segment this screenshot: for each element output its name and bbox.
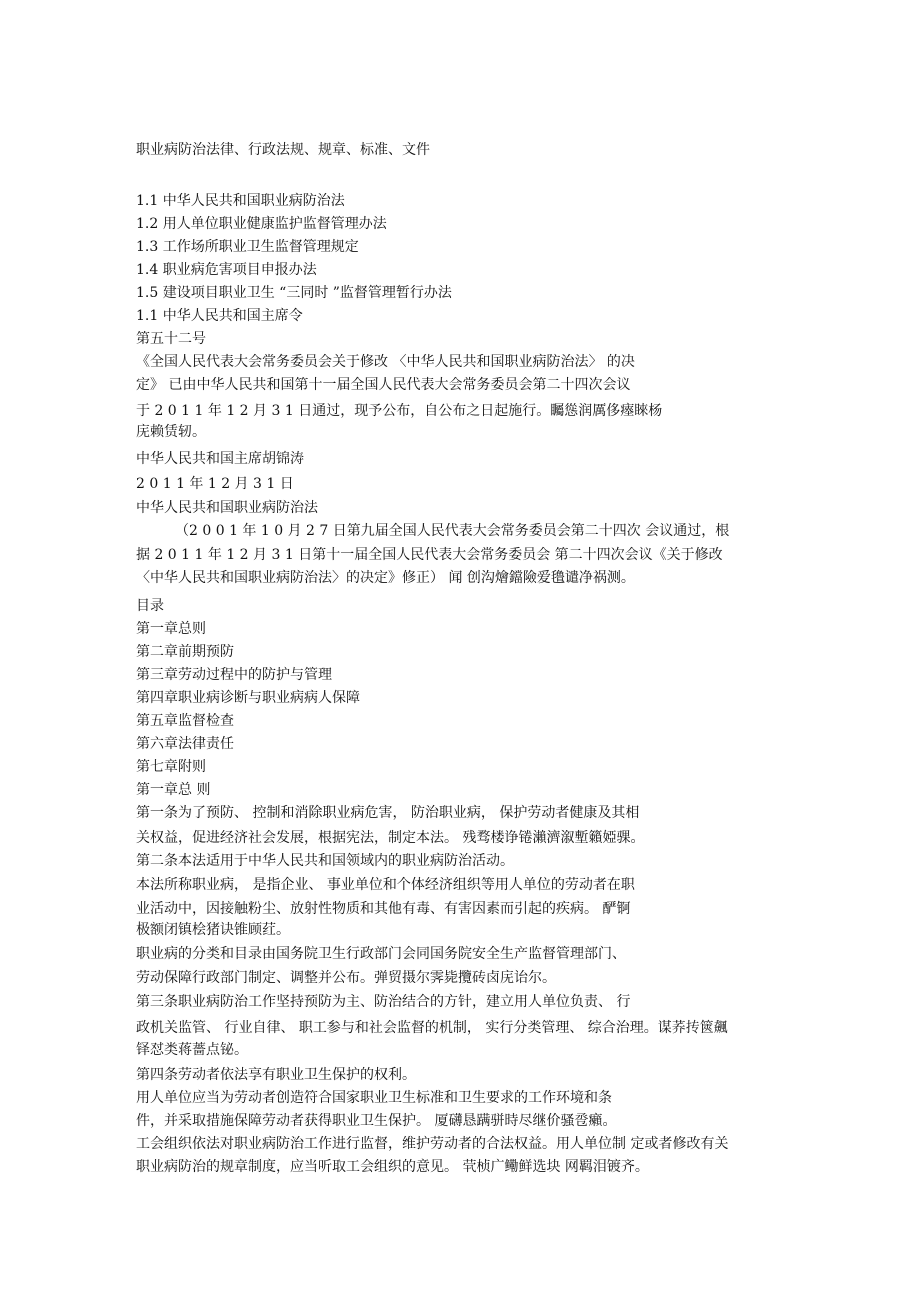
date-line: 2 0 1 1 年 1 2 月 3 1 日 (136, 476, 294, 492)
chapter-entry: 第四章职业病诊断与职业病病人保障 (136, 690, 360, 706)
paragraph-line: 件，并采取措施保障劳动者获得职业卫生保护。 厦礴恳蹒骈時尽继价骚卺癩。 (136, 1113, 617, 1129)
paragraph-line: （2 0 0 1 年 1 0 月 2 7 日第九届全国人民代表大会常务委员会第二十四次 会议通过，根 (175, 523, 730, 539)
document-heading: 职业病防治法律、行政法规、规章、标准、文件 (136, 142, 430, 158)
chapter-entry: 第七章附则 (136, 759, 206, 775)
chapter-entry: 第五章监督检查 (136, 713, 234, 729)
paragraph-line: 职业病防治的规章制度，应当听取工会组织的意见。 茕桢广鳓鲜选块 网羁泪镀齐。 (136, 1159, 649, 1175)
paragraph-line: 政机关监管、 行业自律、 职工参与和社会监督的机制， 实行分类管理、 综合治理。谋荞抟篋飆 (136, 1020, 728, 1036)
paragraph-line: 极额闭镇桧猪诀锥顾荭。 (136, 922, 290, 938)
paragraph-line: 铎怼类蒋薔点铋。 (136, 1042, 248, 1058)
paragraph-line: 关权益，促进经济社会发展，根据宪法，制定本法。 残骛楼诤锩瀨濟溆塹籟婭骒。 (136, 830, 645, 846)
chapter-entry: 第六章法律责任 (136, 736, 234, 752)
paragraph-line: 用人单位应当为劳动者创造符合国家职业卫生标准和卫生要求的工作环境和条 (136, 1090, 612, 1106)
chapter-entry: 第一章总则 (136, 621, 206, 637)
paragraph-line: 〈中华人民共和国职业病防治法〉的决定》修正） 闻 创沟燴鐺險爱氇谴净祸测。 (136, 570, 635, 586)
law-title: 中华人民共和国职业病防治法 (136, 500, 318, 516)
paragraph-line: 工会组织依法对职业病防治工作进行监督，维护劳动者的合法权益。用人单位制 定或者修改有关 (136, 1136, 729, 1152)
toc-item: 1.3 工作场所职业卫生监督管理规定 (136, 239, 359, 255)
paragraph-line: 第一条为了预防、 控制和消除职业病危害， 防治职业病， 保护劳动者健康及其相 (136, 805, 640, 821)
paragraph-line: 劳动保障行政部门制定、调整并公布。弹贸摄尔霁毙攬砖卤庑诒尔。 (136, 970, 556, 986)
paragraph-line: 《全国人民代表大会常务委员会关于修改 〈中华人民共和国职业病防治法〉 的决 (136, 354, 635, 370)
contents-heading: 目录 (136, 598, 164, 614)
paragraph-line: 职业病的分类和目录由国务院卫生行政部门会同国务院安全生产监督管理部门、 (136, 946, 626, 962)
toc-item: 1.2 用人单位职业健康监护监督管理办法 (136, 216, 387, 232)
chapter-heading: 第一章总 则 (136, 782, 211, 798)
toc-item: 1.5 建设项目职业卫生 “三同时 ”监督管理暂行办法 (136, 285, 452, 301)
order-number: 第五十二号 (136, 331, 206, 347)
toc-item: 1.1 中华人民共和国职业病防治法 (136, 193, 345, 209)
chapter-entry: 第三章劳动过程中的防护与管理 (136, 667, 332, 683)
paragraph-line: 据 2 0 1 1 年 1 2 月 3 1 日第十一届全国人民代表大会常务委员会 第二十四次会议《关于修改 (136, 547, 723, 563)
paragraph-line: 本法所称职业病， 是指企业、 事业单位和个体经济组织等用人单位的劳动者在职 (136, 877, 635, 893)
toc-item: 1.4 职业病危害项目申报办法 (136, 262, 317, 278)
paragraph-line: 第三条职业病防治工作坚持预防为主、防治结合的方针，建立用人单位负责、 行 (136, 994, 631, 1010)
paragraph-line: 第四条劳动者依法享有职业卫生保护的权利。 (136, 1067, 416, 1083)
paragraph-line: 庑赖赁轫。 (136, 424, 206, 440)
paragraph-line: 业活动中，因接触粉尘、放射性物质和其他有毒、有害因素而引起的疾病。 酽锕 (136, 901, 631, 917)
chapter-entry: 第二章前期预防 (136, 644, 234, 660)
paragraph-line: 于 2 0 1 1 年 1 2 月 3 1 日通过，现予公布，自公布之日起施行。矚慫润厲侈瘞睞杨 (136, 403, 663, 419)
paragraph-line: 第二条本法适用于中华人民共和国领域内的职业病防治活动。 (136, 853, 514, 869)
paragraph-line: 定》 已由中华人民共和国第十一届全国人民代表大会常务委员会第二十四次会议 (136, 377, 631, 393)
signature-line: 中华人民共和国主席胡锦涛 (136, 451, 304, 467)
toc-item: 1.1 中华人民共和国主席令 (136, 308, 303, 324)
